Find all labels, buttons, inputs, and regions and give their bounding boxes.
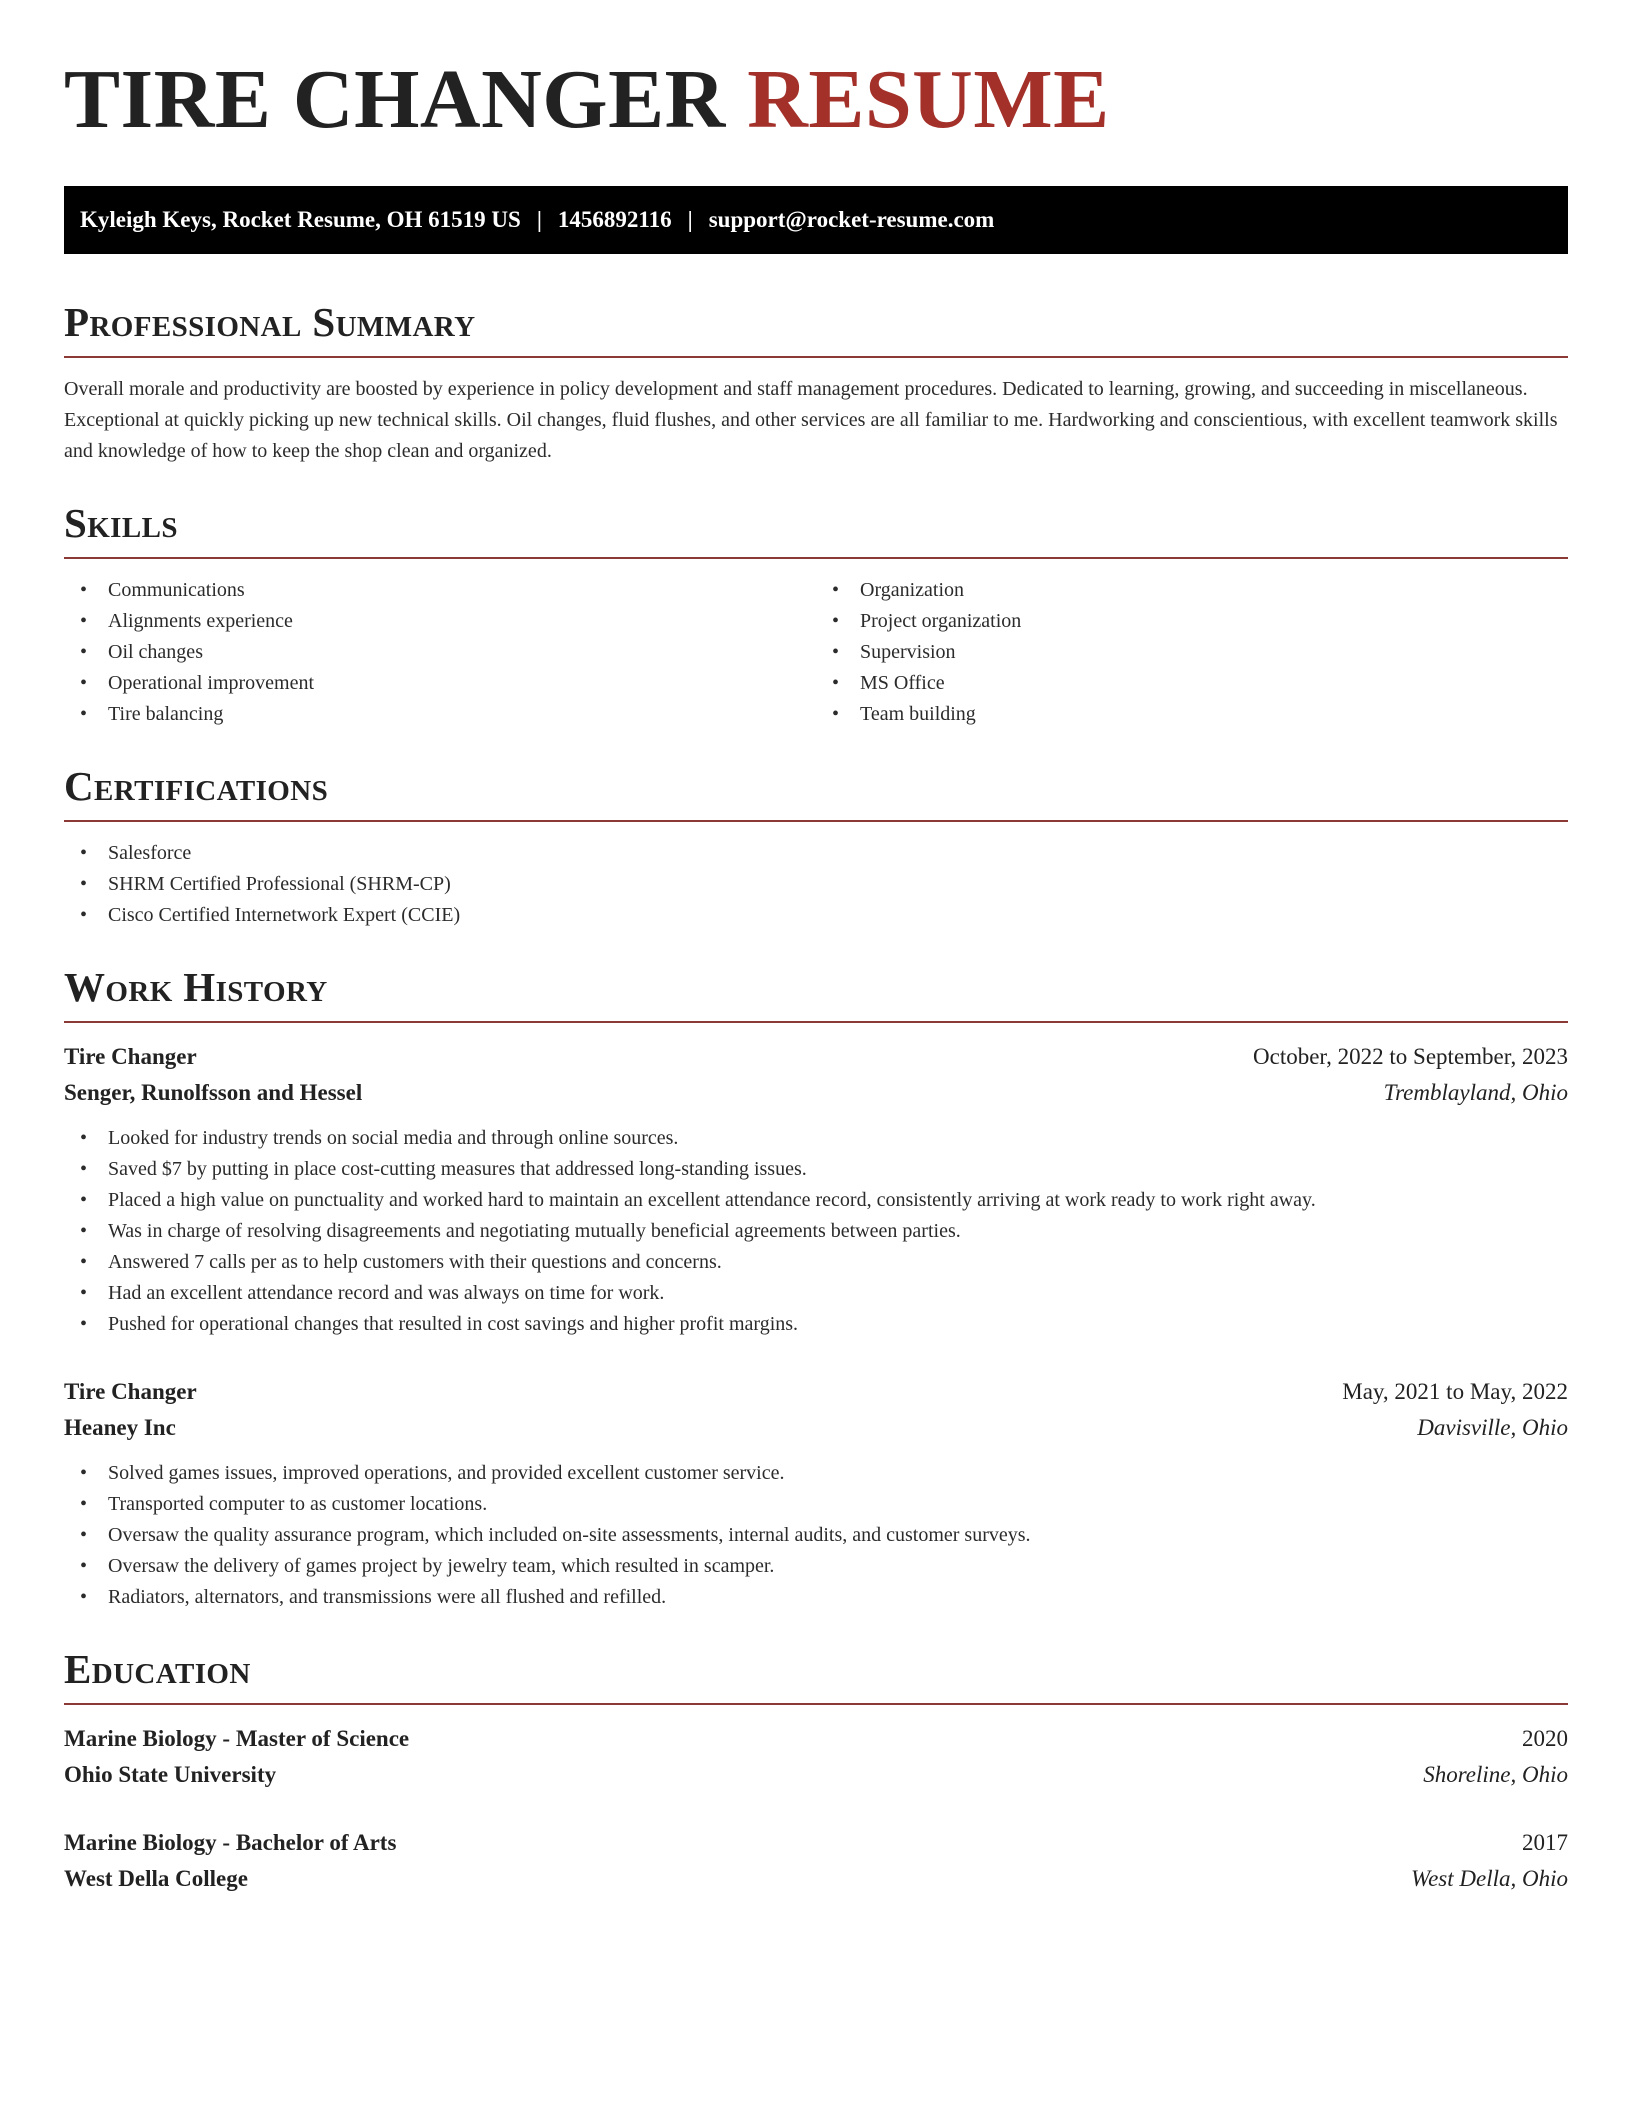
skills-list-left [64, 575, 816, 730]
skill-item: • Operational improvement [64, 668, 816, 699]
job-header-row [64, 1374, 1568, 1410]
job-bullet: • Looked for industry trends on social media and through online sources. [64, 1123, 1568, 1154]
skill-item: • Communications [64, 575, 816, 606]
section-heading-work-history: Work History [64, 967, 1568, 1023]
contact-email: support@rocket-resume.com [708, 207, 995, 232]
job-entry [64, 1374, 1568, 1613]
skill-item: • Supervision [816, 637, 1568, 668]
contact-bar [64, 186, 1568, 254]
job-dates: October, 2022 to September, 2023 [1253, 1044, 1568, 1069]
title-accent: RESUME [747, 53, 1110, 146]
skill-item: • Alignments experience [64, 606, 816, 637]
certifications-list [64, 838, 1568, 931]
contact-separator: | [536, 207, 542, 232]
education-school: West Della College [64, 1866, 248, 1891]
certification-item: • Cisco Certified Internetwork Expert (CCIE) [64, 900, 1568, 931]
job-bullet: • Answered 7 calls per as to help customers with their questions and concerns. [64, 1247, 1568, 1278]
job-bullet: • Transported computer to as customer locations. [64, 1489, 1568, 1520]
job-company-row [64, 1075, 1568, 1111]
section-heading-summary: Professional Summary [64, 302, 1568, 358]
job-bullet: • Pushed for operational changes that resulted in cost savings and higher profit margins. [64, 1309, 1568, 1340]
title-main: TIRE CHANGER [64, 53, 726, 146]
job-bullet: • Solved games issues, improved operations, and provided excellent customer service. [64, 1458, 1568, 1489]
education-location: West Della, Ohio [1411, 1866, 1568, 1891]
skills-grid [64, 575, 1568, 730]
job-bullet: • Placed a high value on punctuality and worked hard to maintain an excellent attendance record, consistently arriving at work ready to work right away. [64, 1185, 1568, 1216]
contact-separator: | [687, 207, 693, 232]
contact-phone: 1456892116 [557, 207, 672, 232]
job-company: Senger, Runolfsson and Hessel [64, 1080, 363, 1105]
job-bullet: • Saved $7 by putting in place cost-cutting measures that addressed long-standing issues. [64, 1154, 1568, 1185]
certification-item: • SHRM Certified Professional (SHRM-CP) [64, 869, 1568, 900]
job-bullet: • Was in charge of resolving disagreements and negotiating mutually beneficial agreements between parties. [64, 1216, 1568, 1247]
education-degree: Marine Biology - Bachelor of Arts [64, 1830, 397, 1855]
job-company: Heaney Inc [64, 1415, 176, 1440]
summary-text: Overall morale and productivity are boosted by experience in policy development and staff management procedures. Dedicated to learning, growing, and succeeding in miscellaneous. Exceptional at quickly picking up new technical skills. Oil changes, fluid flushes, and other services are all familiar to me. Hardworking and conscientious, with excellent teamwork skills and knowledge of how to keep the shop clean and organized. [64, 378, 1558, 462]
skill-item: • Project organization [816, 606, 1568, 637]
job-bullet: • Oversaw the quality assurance program, which included on-site assessments, internal audits, and customer surveys. [64, 1520, 1568, 1551]
job-header-row [64, 1039, 1568, 1075]
job-bullet: • Had an excellent attendance record and was always on time for work. [64, 1278, 1568, 1309]
certification-item: • Salesforce [64, 838, 1568, 869]
section-heading-education: Education [64, 1649, 1568, 1705]
job-bullets [64, 1458, 1568, 1613]
skill-item: • Oil changes [64, 637, 816, 668]
job-title: Tire Changer [64, 1379, 197, 1404]
education-location: Shoreline, Ohio [1423, 1762, 1568, 1787]
certifications-section [64, 763, 1568, 931]
education-degree-row [64, 1825, 1568, 1861]
resume-title [64, 0, 1568, 146]
skills-section [64, 500, 1568, 730]
job-dates: May, 2021 to May, 2022 [1342, 1379, 1568, 1404]
skill-item: • Tire balancing [64, 699, 816, 730]
education-degree: Marine Biology - Master of Science [64, 1726, 410, 1751]
job-bullets [64, 1123, 1568, 1340]
education-entry [64, 1721, 1568, 1793]
education-degree-row [64, 1721, 1568, 1757]
education-entry [64, 1825, 1568, 1897]
section-heading-certifications: Certifications [64, 766, 1568, 822]
job-title: Tire Changer [64, 1044, 197, 1069]
education-section [64, 1646, 1568, 1897]
contact-address: Kyleigh Keys, Rocket Resume, OH 61519 US [80, 207, 521, 232]
education-school-row [64, 1861, 1568, 1897]
education-school: Ohio State University [64, 1762, 277, 1787]
summary-section [64, 299, 1568, 467]
job-entry [64, 1039, 1568, 1340]
skill-item: • Organization [816, 575, 1568, 606]
section-heading-skills: Skills [64, 503, 1568, 559]
education-year: 2020 [1522, 1726, 1568, 1751]
skill-item: • Team building [816, 699, 1568, 730]
job-bullet: • Radiators, alternators, and transmissions were all flushed and refilled. [64, 1582, 1568, 1613]
education-school-row [64, 1757, 1568, 1793]
skill-item: • MS Office [816, 668, 1568, 699]
job-location: Davisville, Ohio [1417, 1415, 1568, 1440]
job-location: Tremblayland, Ohio [1383, 1080, 1568, 1105]
skills-list-right [816, 575, 1568, 730]
job-company-row [64, 1410, 1568, 1446]
work-history-section [64, 964, 1568, 1613]
education-year: 2017 [1522, 1830, 1568, 1855]
job-bullet: • Oversaw the delivery of games project by jewelry team, which resulted in scamper. [64, 1551, 1568, 1582]
